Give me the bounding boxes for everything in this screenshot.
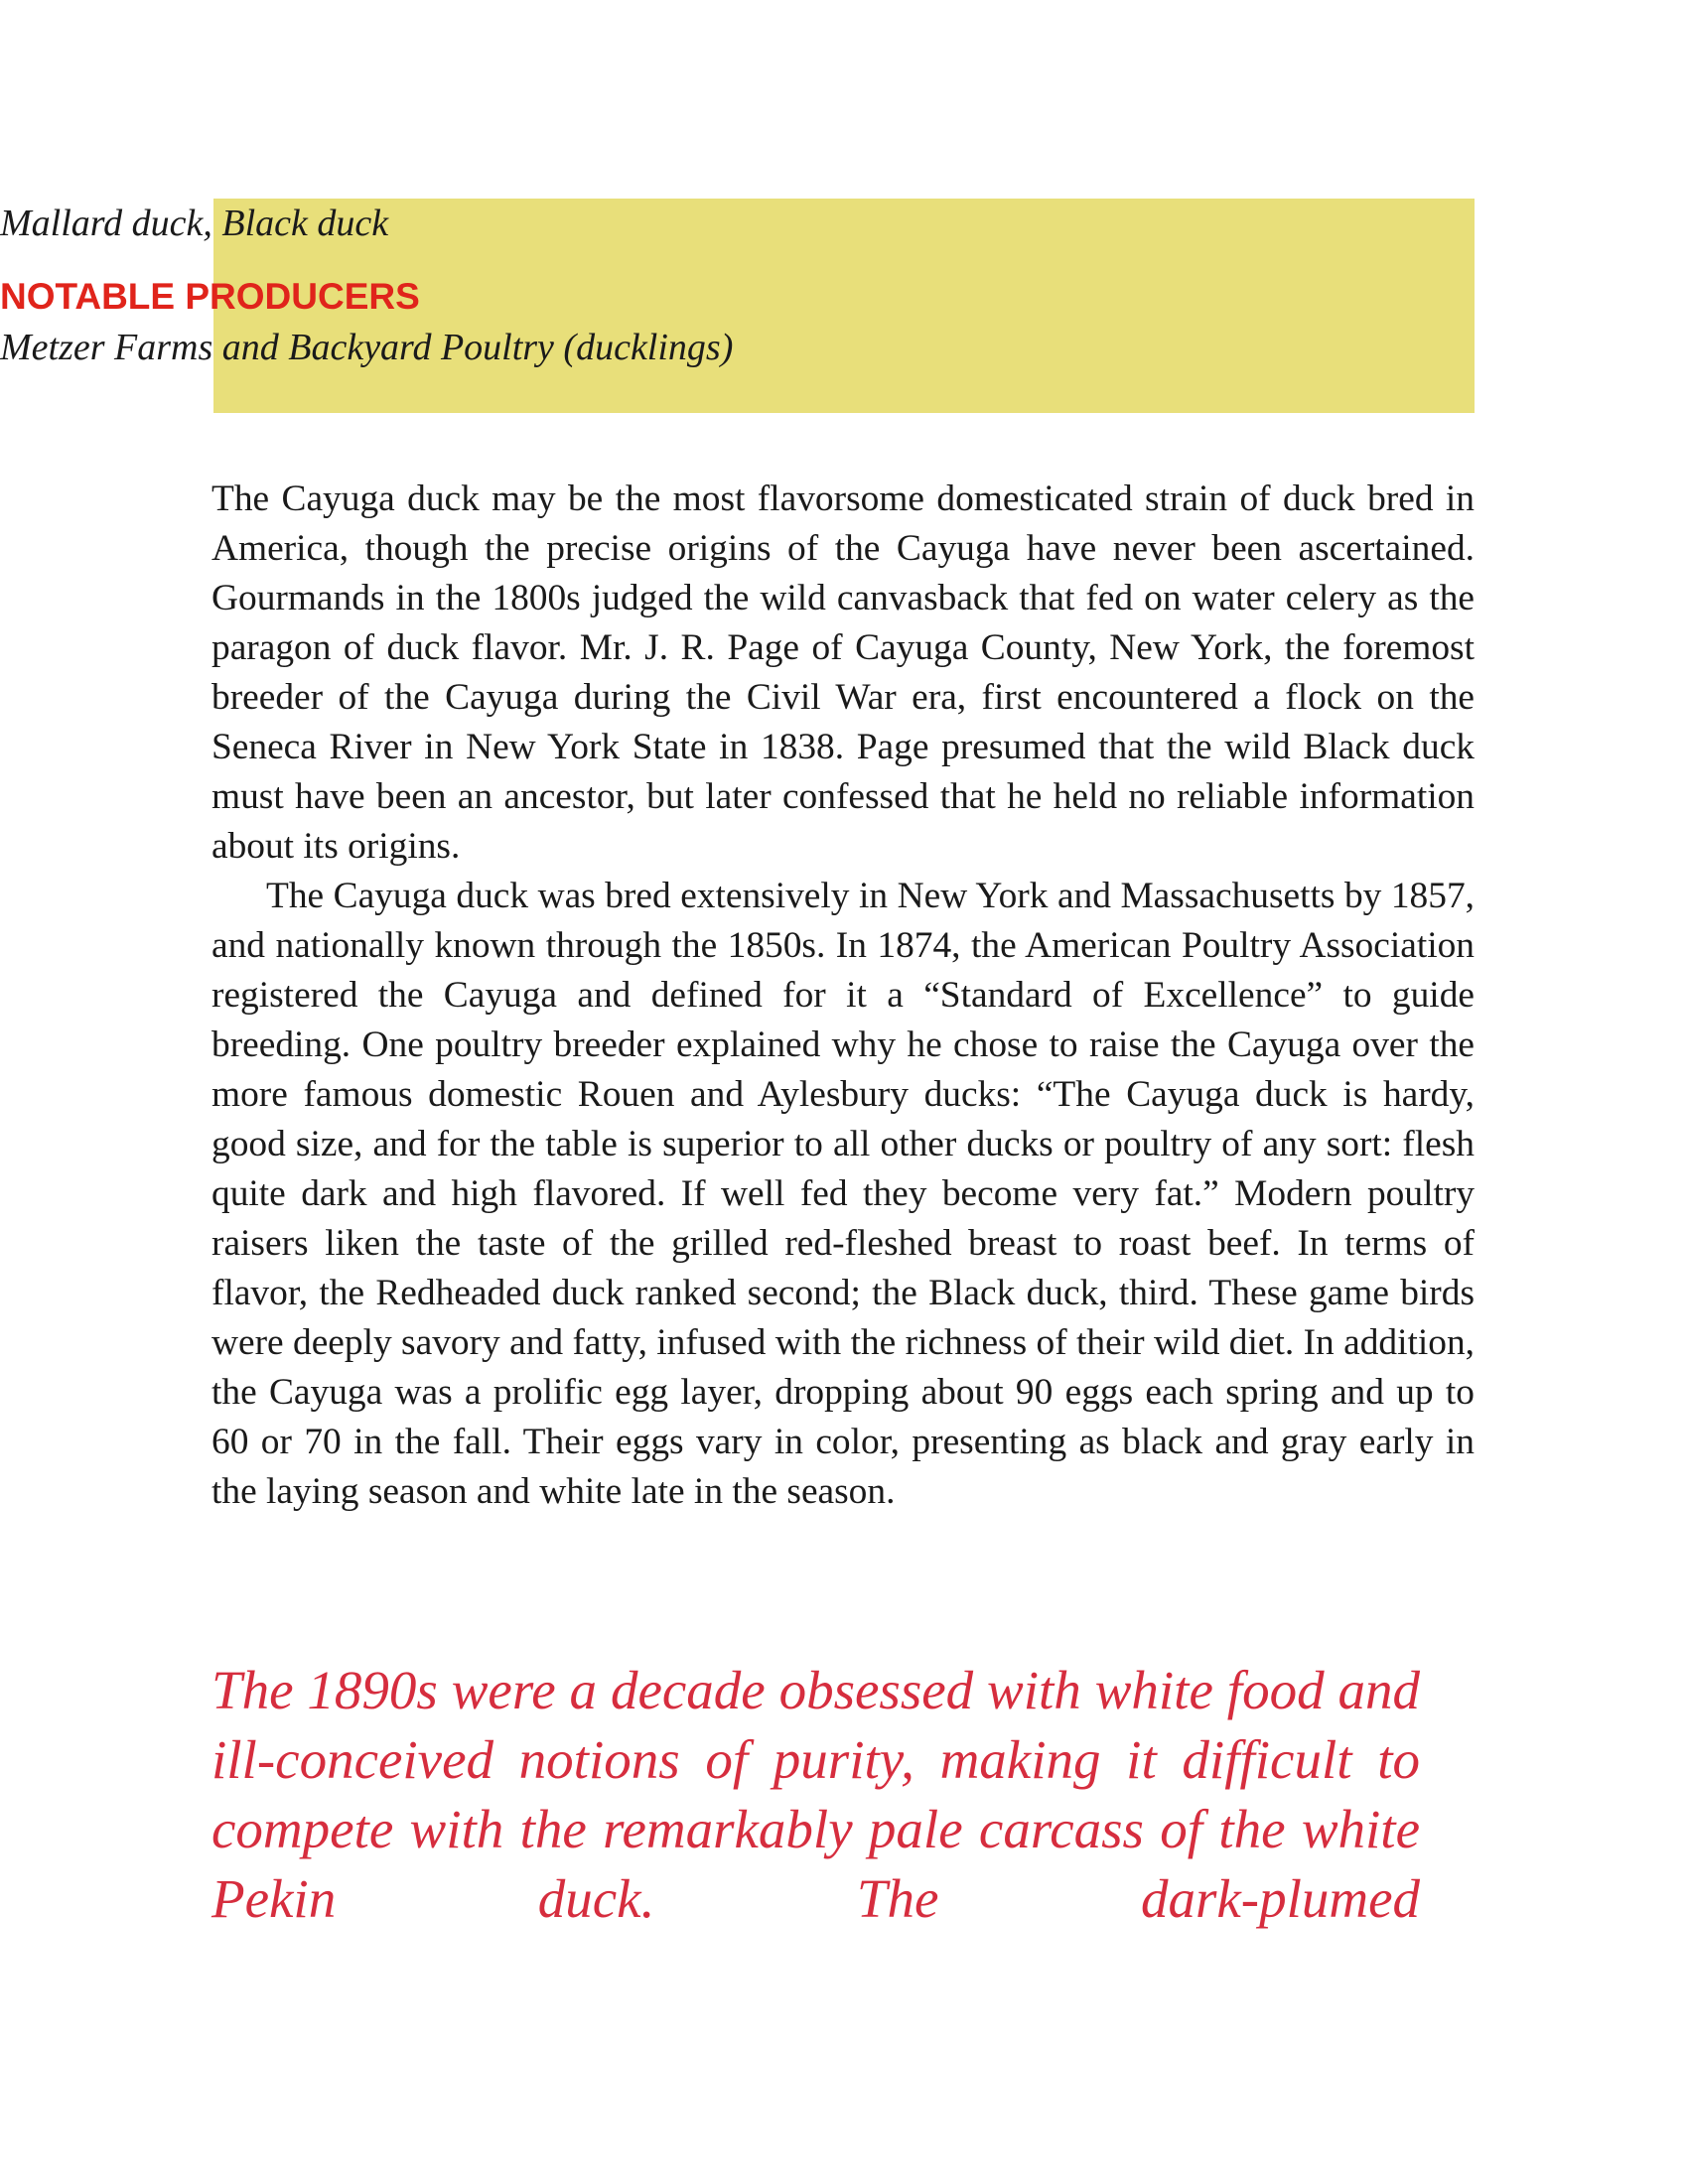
pull-quote: The 1890s were a decade obsessed with white food and ill-conceived notions of purity, making it difficult to compete with the remarkably pale carcass of the white Pekin duck. The dark-plumed [211,1660,1420,1929]
body-paragraph-2: The Cayuga duck was bred extensively in New York and Massachusetts by 1857, and nationally known through the 1850s. In 1874, the American Poultry Association registered the Cayuga and defined for it a “Standard of Excellence” to guide breeding. One poultry breeder explained why he chose to raise the Cayuga over the more famous domestic Rouen and Aylesbury ducks: “The Cayuga duck is hardy, good size, and for the table is superior to all other ducks or poultry of any sort: flesh quite dark and high flavored. If well fed they become very fat.” Modern poultry raisers liken the taste of the grilled red-fleshed breast to roast beef. In terms of flavor, the Redheaded duck ranked second; the Black duck, third. These game birds were deeply savory and fatty, infused with the richness of their wild diet. In addition, the Cayuga was a prolific egg layer, dropping about 90 eggs each spring and up to 60 or 70 in the fall. Their eggs vary in color, presenting as black and gray early in the laying season and white late in the season. [211,876,1475,1512]
body-text [211,475,1475,1517]
body-paragraph-1: The Cayuga duck may be the most flavorsome domesticated strain of duck bred in America, though the precise origins of the Cayuga have never been ascertained. Gourmands in the 1800s judged the wild canvasback that fed on water celery as the paragon of duck flavor. Mr. J. R. Page of Cayuga County, New York, the foremost breeder of the Cayuga during the Civil War era, first encountered a flock on the Seneca River in New York State in 1838. Page presumed that the wild Black duck must have been an ancestor, but later confessed that he held no reliable information about its origins. [211,478,1475,867]
related-breeds-line: Mallard duck, Black duck [0,203,389,244]
notable-producers-heading: NOTABLE PRODUCERS [0,276,420,317]
producers-line: Metzer Farms and Backyard Poultry (ducklings) [0,327,734,368]
